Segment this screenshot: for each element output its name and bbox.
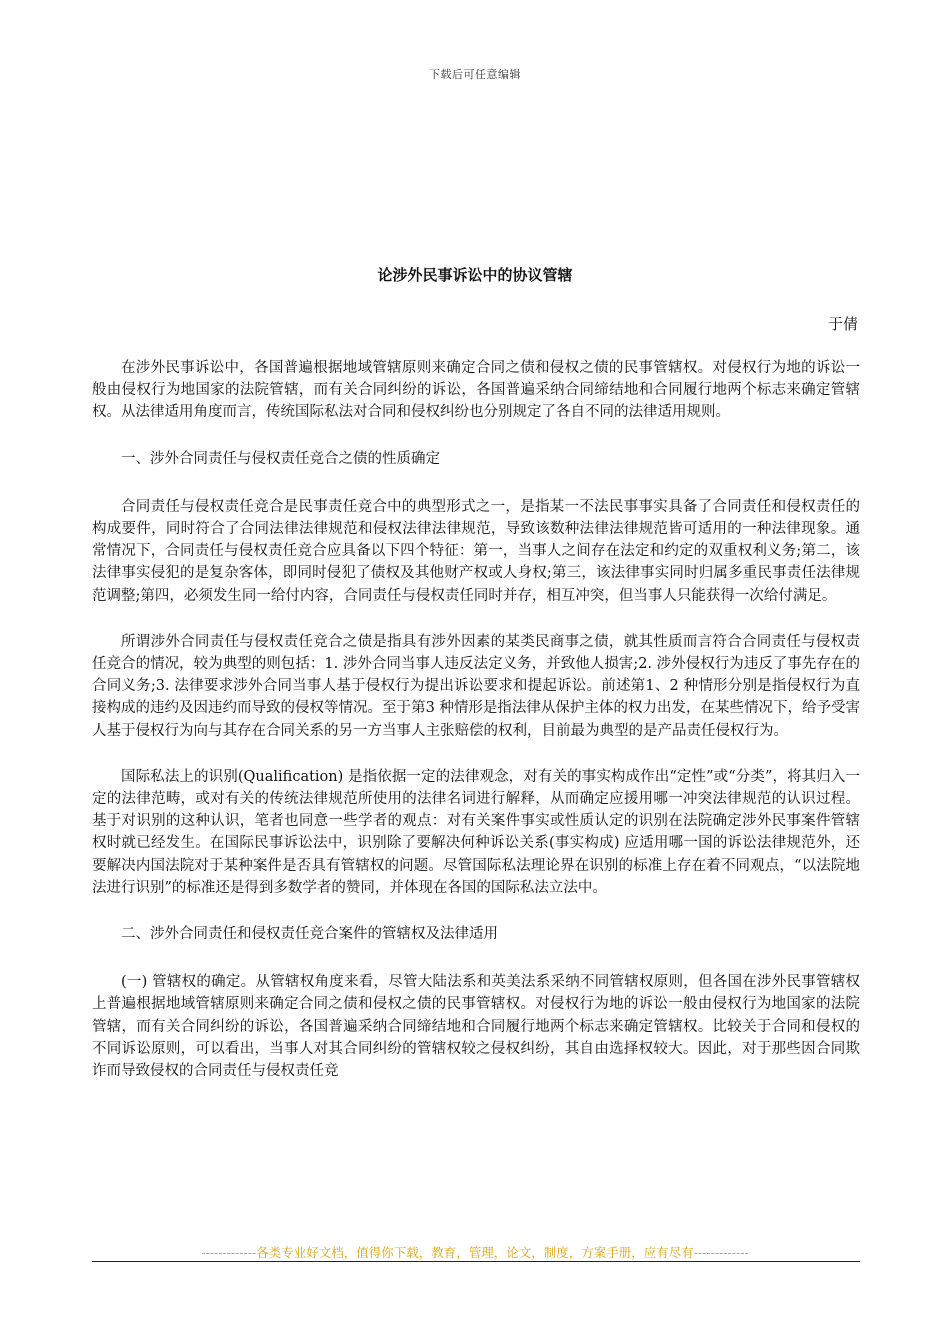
paragraph-intro: 在涉外民事诉讼中，各国普遍根据地域管辖原则来确定合同之债和侵权之债的民事管辖权。对侵权行为地的诉讼一般由侵权行为地国家的法院管辖，而有关合同纠纷的诉讼，各国普遍采纳合同缔结地和合同履行地两个标志来确定管辖权。从法律适用角度而言，传统国际私法对合同和侵权纠纷也分别规定了各自不同的法律适用规则。 bbox=[92, 360, 860, 421]
paragraph-qualification: 国际私法上的识别(Qualification) 是指依据一定的法律观念，对有关的事实构成作出“定性”或“分类”，将其归入一定的法律范畴，或对有关的传统法律规范所使用的法律名词进行解释，从而确定应援用哪一冲突法律规范的认识过程。基于对识别的这种认识，笔者也同意一些学者的观点：对有关案件事实或性质认定的识别在法院确定涉外民事案件管辖权时就已经发生。在国际民事诉讼法中，识别除了要解决何种诉讼关系(事实构成) 应适用哪一国的诉讼法律规范外，还要解决内国法院对于某种案件是否具有管辖权的问题。尽管国际私法理论界在识别的标准上存在着不同观点，“以法院地法进行识别”的标准还是得到多数学者的赞同，并体现在各国的国际私法立法中。 bbox=[92, 768, 860, 896]
section-heading-1: 一、涉外合同责任与侵权责任竞合之债的性质确定 bbox=[121, 450, 440, 467]
paragraph-foreign-concurrence: 所谓涉外合同责任与侵权责任竞合之债是指具有涉外因素的某类民商事之债，就其性质而言符合合同责任与侵权责任竞合的情况，较为典型的则包括：1. 涉外合同当事人违反法定义务，并致他人损害;2. 涉外侵权行为违反了事先存在的合同义务;3. 法律要求涉外合同当事人基于侵权行为提出诉讼要求和提起诉讼。前述第1、2 种情形分别是指侵权行为直接构成的违约及因违约而导致的侵权等情况。至于第3 种情形是指法律从保护主体的权力出发，在某些情况下，给予受害人基于侵权行为向与其存在合同关系的另一方当事人主张赔偿的权利，目前最为典型的是产品责任侵权行为。 bbox=[92, 633, 860, 739]
article-body bbox=[92, 357, 860, 1081]
paragraph-concurrence-definition: 合同责任与侵权责任竞合是民事责任竞合中的典型形式之一，是指某一不法民事事实具备了合同责任和侵权责任的构成要件，同时符合了合同法律法律规范和侵权法律法律规范，导致该数种法律法律规范皆可适用的一种法律现象。通常情况下，合同责任与侵权责任竞合应具备以下四个特征：第一，当事人之间存在法定和约定的双重权利义务;第二，该法律事实侵犯的是复杂客体，即同时侵犯了债权及其他财产权或人身权;第三，该法律事实同时归属多重民事责任法律规范调整;第四，必须发生同一给付内容，合同责任与侵权责任同时并存，相互冲突，但当事人只能获得一次给付满足。 bbox=[92, 498, 860, 604]
header-note: 下载后可任意编辑 bbox=[429, 68, 521, 81]
section-heading-2: 二、涉外合同责任和侵权责任竞合案件的管辖权及法律适用 bbox=[121, 926, 498, 943]
paragraph-jurisdiction: (一) 管辖权的确定。从管辖权角度来看，尽管大陆法系和英美法系采纳不同管辖权原则，但各国在涉外民事管辖权上普遍根据地域管辖原则来确定合同之债和侵权之债的民事管辖权。对侵权行为地的诉讼一般由侵权行为地国家的法院管辖，而有关合同纠纷的诉讼，各国普遍采纳合同缔结地和合同履行地两个标志来确定管辖权。比较关于合同和侵权的不同诉讼原则，可以看出，当事人对其合同纠纷的管辖权较之侵权纠纷，其自由选择权较大。因此，对于那些因合同欺诈而导致侵权的合同责任与侵权责任竞 bbox=[92, 974, 860, 1080]
document-title: 论涉外民事诉讼中的协议管辖 bbox=[377, 266, 573, 284]
footer-banner: -------------各类专业好文档，值得你下载，教育，管理，论文，制度，方案手册，应有尽有------------- bbox=[201, 1245, 749, 1260]
footer-divider bbox=[92, 1261, 860, 1262]
author-name: 于倩 bbox=[827, 315, 858, 333]
